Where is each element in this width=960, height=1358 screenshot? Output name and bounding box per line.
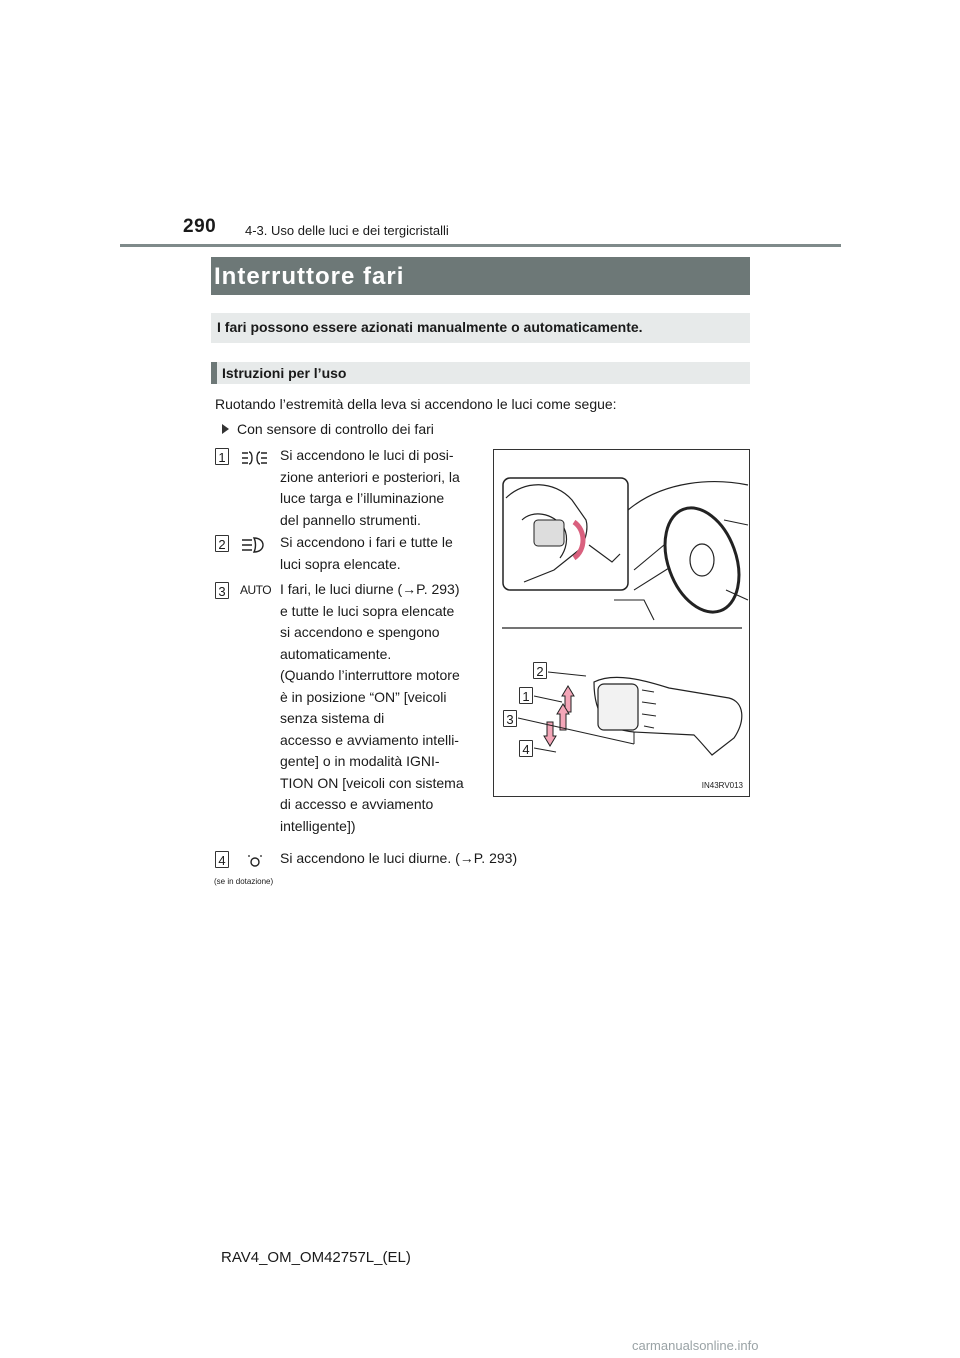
item-number-2: 2 (215, 535, 229, 552)
bullet-text: Con sensore di controllo dei fari (237, 421, 434, 437)
lead-paragraph: Ruotando l’estremità della leva si accendono le luci come segue: (215, 396, 617, 412)
item-2-text: Si accendono i fari e tutte le luci sopra elencate. (280, 534, 453, 572)
document-id: RAV4_OM_OM42757L_(EL) (221, 1249, 411, 1266)
callout-3: 3 (503, 710, 517, 727)
side-lights-icon (240, 449, 270, 467)
section-title: Interruttore fari (214, 263, 405, 290)
item-1-text: Si accendono le luci di posi- zione anteriori e posteriori, la luce targa e l’illuminazione del pannello strumenti. (280, 447, 460, 528)
figure-code: IN43RV013 (701, 781, 743, 790)
subheading: Istruzioni per l’uso (222, 365, 347, 381)
header-divider (120, 244, 841, 247)
headlight-icon (240, 536, 270, 554)
item-4-text: Si accendono le luci diurne. (→P. 293) (280, 850, 518, 866)
callout-1: 1 (519, 687, 533, 704)
optional-note: (se in dotazione) (214, 877, 274, 886)
callout-2: 2 (533, 662, 547, 679)
lever-illustration (493, 449, 750, 797)
breadcrumb: 4-3. Uso delle luci e dei tergicristalli (245, 223, 449, 238)
callout-4: 4 (519, 740, 533, 757)
item-number-4: 4 (215, 851, 229, 868)
auto-icon: AUTO (240, 583, 272, 597)
intro-text: I fari possono essere azionati manualmente o automaticamente. (217, 319, 643, 335)
bullet-item (222, 419, 434, 441)
item-number-3: 3 (215, 582, 229, 599)
item-number-1: 1 (215, 448, 229, 465)
bullet-arrow-icon (222, 424, 229, 434)
item-3-text: I fari, le luci diurne (→P. 293) e tutte le luci sopra elencate si accendono e spengono automaticamente. (Quando l’interruttore motore è in posizione “ON” [veicoli senza sistema di accesso e avviamento intelli- gente] o in modalità IGNI- TION ON [veicoli con sistema di accesso e avviamento intelligente]) (280, 581, 464, 834)
page-number: 290 (183, 216, 217, 237)
drl-icon (240, 852, 270, 870)
watermark: carmanualsonline.info (632, 1338, 759, 1353)
